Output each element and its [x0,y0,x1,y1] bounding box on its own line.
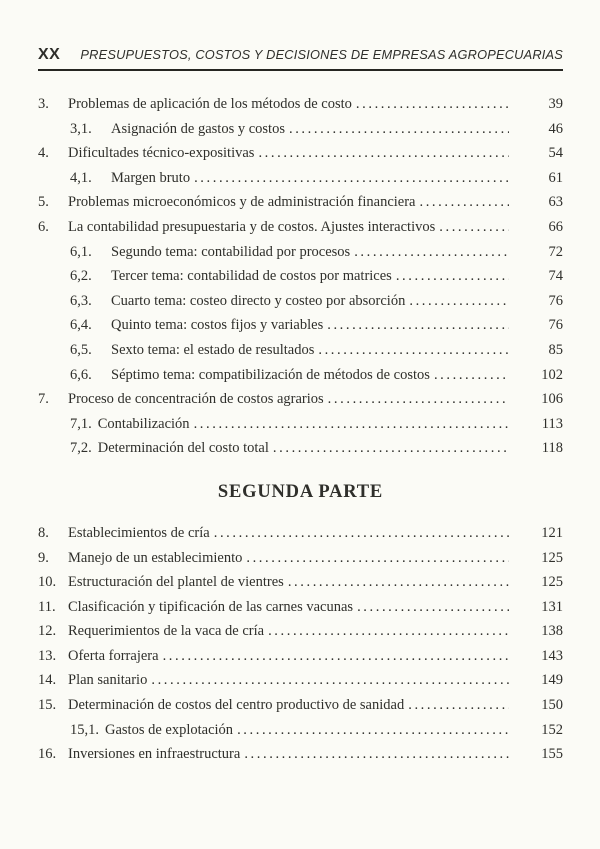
toc-entry-page: 63 [548,194,563,211]
toc-entry-number: 8. [38,524,49,541]
dot-leader [356,92,509,117]
toc-entry-number: 4,1. [70,169,92,186]
dot-leader [214,521,509,546]
toc-entry-number: 11. [38,598,56,615]
dot-leader [328,387,509,412]
toc-entry-number: 4. [38,145,49,162]
toc-entry [38,264,563,289]
toc-entry-title: Problemas de aplicación de los métodos de costo [68,96,352,112]
dot-leader [151,668,509,693]
toc-entry-page: 125 [541,574,563,591]
toc-entry [38,387,563,412]
toc-entry [38,240,563,265]
toc-entry-number: 16. [38,746,57,763]
toc-entry-page: 125 [541,549,563,566]
toc-entry [38,595,563,620]
toc-entry-page: 76 [548,317,563,334]
toc-entry [38,363,563,388]
running-title: PRESUPUESTOS, COSTOS Y DECISIONES DE EMPRESAS AGROPECUARIAS [80,47,563,62]
toc-entry-title: La contabilidad presupuestaria y de costos. Ajustes interactivos [68,218,436,235]
toc-entry-number: 9. [38,549,49,566]
toc-entry-title: Establecimientos de cría [68,524,210,541]
toc-entry-title: Asignación de gastos y costos [111,120,285,137]
toc-entry-page: 102 [541,366,563,383]
toc-entry-number: 6,2. [70,268,92,285]
toc-entry [38,412,563,437]
toc-entry-page: 118 [541,440,563,457]
toc-entry-number: 5. [38,194,49,211]
dot-leader [273,436,509,461]
toc-entry-page: 138 [541,623,563,640]
toc-entry-number: 12. [38,623,57,640]
toc-entry [38,718,563,743]
toc-entry [38,313,563,338]
toc-part1-list [38,92,563,461]
toc-entry-page: 72 [548,243,563,260]
toc-entry-title: Sexto tema: el estado de resultados [111,341,315,358]
dot-leader [434,363,509,388]
dot-leader [268,619,509,644]
toc-entry-page: 66 [548,218,563,235]
header-rule [38,69,563,71]
dot-leader [327,313,509,338]
toc-entry-page: 155 [541,746,563,763]
toc-entry-title: Proceso de concentración de costos agrarios [68,391,324,408]
toc-entry-number: 3,1. [70,120,92,137]
toc-entry-page: 113 [541,415,563,432]
dot-leader [244,742,509,767]
toc-entry-title: Cuarto tema: costeo directo y costeo por absorción [111,292,406,309]
toc-entry-title: Requerimientos de la vaca de cría [68,623,265,640]
dot-leader [439,215,509,240]
page-header [38,46,563,64]
toc-entry-number: 15,1. [70,721,99,738]
toc-entry-page: 76 [548,292,563,309]
toc-entry [38,742,563,767]
toc-entry [38,141,563,166]
toc-entry-title: Dificultades técnico-expositivas [68,145,255,162]
toc-entry-page: 121 [541,524,563,541]
toc-entry-title: Segundo tema: contabilidad por procesos [111,243,351,260]
toc-entry-page: 46 [548,120,563,137]
toc-entry-title: Séptimo tema: compatibilización de métodos de costos [111,366,430,383]
toc-entry-title: Estructuración del plantel de vientres [68,574,284,591]
toc-entry [38,521,563,546]
dot-leader [357,595,509,620]
toc-entry-page: 39 [548,96,563,112]
dot-leader [163,644,509,669]
toc-entry-page: 61 [548,169,563,186]
toc-entry-title: Determinación de costos del centro productivo de sanidad [68,697,405,714]
dot-leader [258,141,509,166]
toc-entry-number: 6,5. [70,341,92,358]
toc-entry-number: 6,4. [70,317,92,334]
dot-leader [354,240,509,265]
toc-entry-number: 15. [38,697,57,714]
toc-entry-number: 6,3. [70,292,92,309]
toc-entry-number: 6,6. [70,366,92,383]
toc-entry [38,190,563,215]
toc-entry-page: 131 [541,598,563,615]
dot-leader [237,718,509,743]
dot-leader [246,546,509,571]
toc-entry [38,570,563,595]
toc-entry-title: Gastos de explotación [105,721,234,738]
toc-entry-title: Manejo de un establecimiento [68,549,243,566]
toc-entry-number: 6. [38,218,49,235]
dot-leader [288,570,509,595]
toc-entry-number: 6,1. [70,243,92,260]
toc-entry [38,436,563,461]
toc-entry-title: Tercer tema: contabilidad de costos por matrices [111,268,392,285]
toc-entry-title: Contabilización [97,415,190,432]
dot-leader [408,693,509,718]
toc-entry-title: Inversiones en infraestructura [68,746,241,763]
dot-leader [409,289,509,314]
toc-entry [38,92,563,117]
toc-entry-page: 150 [541,697,563,714]
toc-entry-page: 74 [548,268,563,285]
dot-leader [318,338,509,363]
toc-entry-title: Quinto tema: costos fijos y variables [111,317,324,334]
toc-entry-title: Problemas microeconómicos y de administración financiera [68,194,416,211]
toc-entry [38,644,563,669]
toc-entry-title: Oferta forrajera [68,647,159,664]
toc-entry-number: 14. [38,672,57,689]
toc-entry-number: 10. [38,574,57,591]
toc-entry-number: 13. [38,647,57,664]
toc-entry [38,289,563,314]
toc-entry-title: Margen bruto [111,169,191,186]
toc-entry-title: Determinación del costo total [97,440,269,457]
dot-leader [396,264,509,289]
dot-leader [194,166,509,191]
dot-leader [419,190,509,215]
toc-entry-number: 7,1. [70,415,92,432]
toc-entry [38,693,563,718]
toc-part2-list [38,521,563,767]
toc-entry-title: Clasificación y tipificación de las carnes vacunas [68,598,354,615]
toc-entry-page: 143 [541,647,563,664]
toc-entry-page: 106 [541,391,563,408]
toc-entry [38,668,563,693]
toc-entry-page: 149 [541,672,563,689]
dot-leader [194,412,509,437]
toc-entry-title: Plan sanitario [68,672,148,689]
toc-entry-page: 54 [548,145,563,162]
toc-entry-page: 152 [541,721,563,738]
folio-page-number: XX [38,46,61,63]
toc-entry-number: 7,2. [70,440,92,457]
toc-entry-page: 85 [548,341,563,358]
toc-entry [38,338,563,363]
toc-entry [38,619,563,644]
toc-entry-number: 7. [38,391,49,408]
dot-leader [289,117,509,142]
toc-entry [38,166,563,191]
toc-entry-number: 3. [38,96,49,112]
toc-entry [38,546,563,571]
toc-entry [38,215,563,240]
toc-entry [38,117,563,142]
part-heading: SEGUNDA PARTE [217,481,384,502]
